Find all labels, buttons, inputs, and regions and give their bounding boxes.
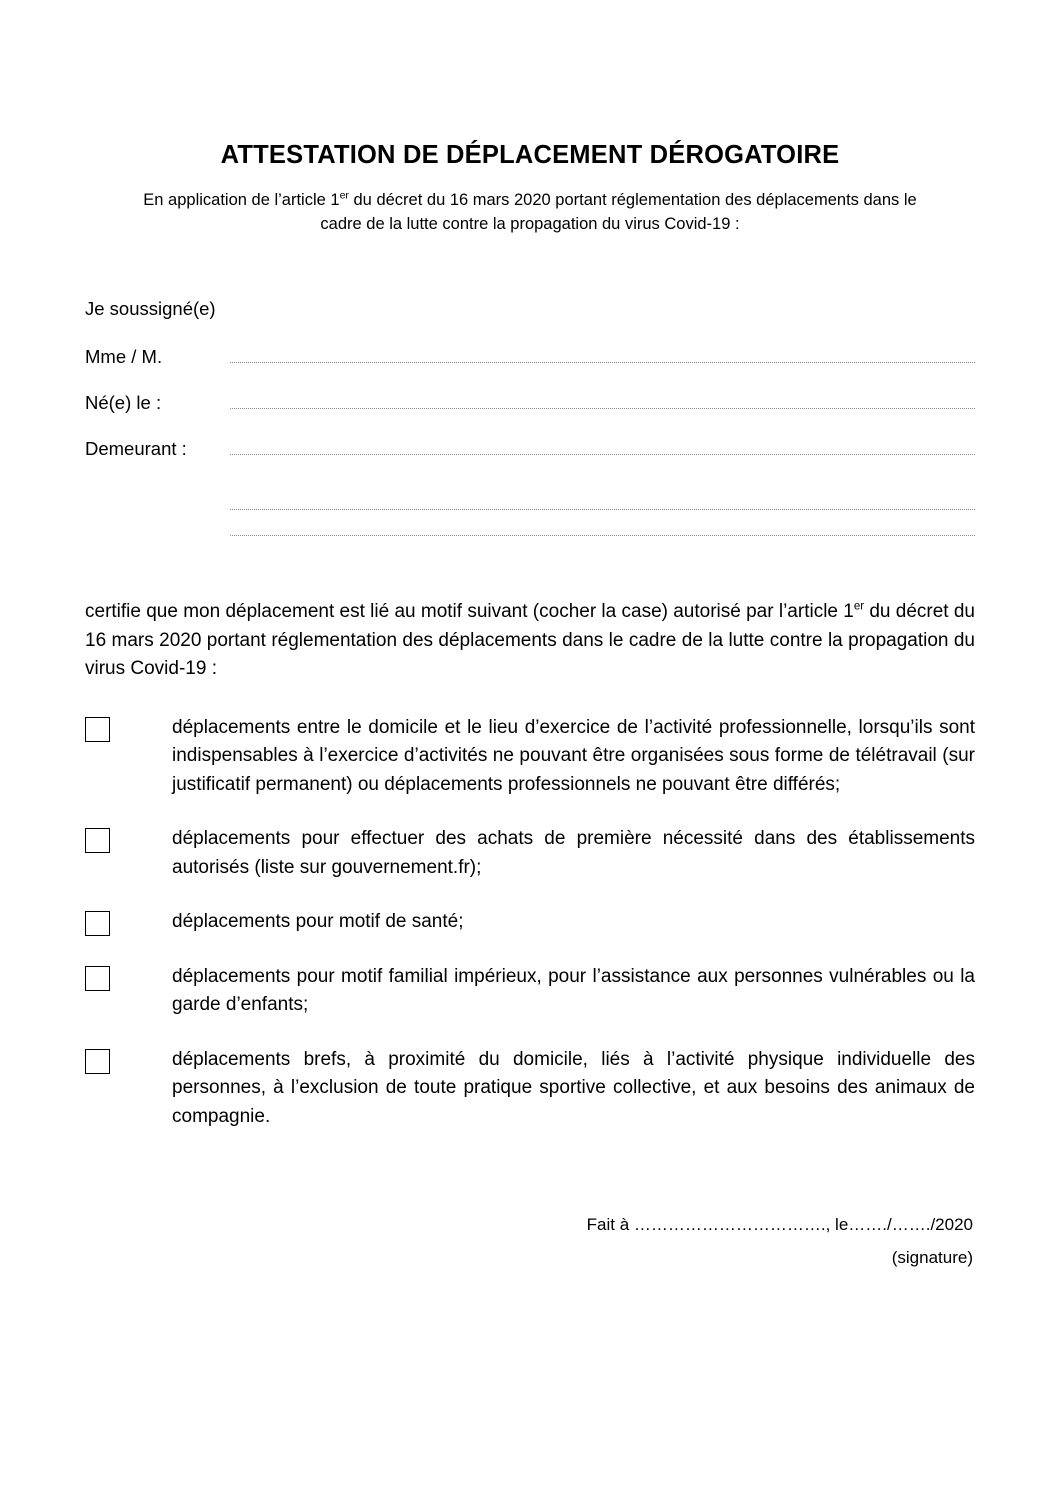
- field-label-name: Mme / M.: [85, 346, 163, 368]
- field-row-address: [85, 438, 975, 460]
- reason-item-4: [85, 963, 975, 1020]
- declarant-section: [85, 298, 975, 536]
- page-title: ATTESTATION DE DÉPLACEMENT DÉROGATOIRE: [220, 141, 840, 169]
- signature-label: (signature): [891, 1247, 973, 1267]
- place-date-line[interactable]: Fait à ……………………………., le……./……./2020: [586, 1215, 973, 1235]
- reason-checkbox-4[interactable]: [85, 966, 110, 991]
- address-extra-row-2: [85, 510, 975, 536]
- reason-item-1: [85, 714, 975, 800]
- certify-superscript: er: [853, 601, 865, 614]
- signature-block: [85, 1209, 975, 1274]
- reason-label-1: déplacements entre le domicile et le lieu d’exercice de l’activité professionnelle, lorsqu’ils sont indispensables à l’exercice d’activités ne pouvant être organisées sous forme de télétravail (sur justificatif permanent) ou déplacements professionnels ne pouvant être différés;: [172, 716, 975, 795]
- certification-paragraph: [85, 598, 975, 684]
- reason-checkbox-1[interactable]: [85, 717, 110, 742]
- reason-label-3: déplacements pour motif de santé;: [172, 911, 464, 933]
- intro-text-part1: En application de l’article 1: [143, 190, 340, 209]
- reason-item-5: [85, 1046, 975, 1132]
- reason-checkbox-3[interactable]: [85, 911, 110, 936]
- field-label-birthdate: Né(e) le :: [85, 392, 162, 414]
- name-input[interactable]: [230, 361, 975, 363]
- birthdate-input[interactable]: [230, 407, 975, 409]
- reason-checkbox-2[interactable]: [85, 828, 110, 853]
- reasons-list: [85, 714, 975, 1132]
- reason-label-2: déplacements pour effectuer des achats de première nécessité dans des établissements autorisés (liste sur gouvernement.fr);: [172, 828, 975, 878]
- intro-text-part2: du décret du 16 mars 2020 portant réglementation des déplacements dans le cadre de la lutte contre la propagation du virus Covid-19 :: [320, 190, 917, 233]
- reason-label-5: déplacements brefs, à proximité du domicile, liés à l’activité physique individuelle des personnes, à l’exclusion de toute pratique sportive collective, et aux besoins des animaux de compagnie.: [172, 1048, 975, 1127]
- reason-item-2: [85, 825, 975, 882]
- address-spacer-2: [85, 510, 230, 536]
- reason-item-3: [85, 908, 975, 937]
- certify-text-part2: du décret du 16 mars 2020 portant réglementation des déplacements dans le cadre de la lutte contre la propagation du virus Covid-19 :: [85, 601, 975, 680]
- address-spacer-1: [85, 484, 230, 510]
- field-row-birthdate: [85, 392, 975, 414]
- document-content: [85, 140, 975, 1274]
- intro-paragraph: [124, 189, 936, 237]
- address-input-line-2[interactable]: [230, 508, 975, 510]
- field-row-name: [85, 346, 975, 368]
- reason-checkbox-5[interactable]: [85, 1049, 110, 1074]
- field-label-address: Demeurant :: [85, 438, 187, 460]
- address-extra-row-1: [85, 484, 975, 510]
- certify-text-part1: certifie que mon déplacement est lié au motif suivant (cocher la case) autorisé par l’article 1: [85, 601, 854, 623]
- address-input-line-3[interactable]: [230, 534, 975, 536]
- intro-superscript: er: [339, 189, 349, 202]
- address-input-line-1[interactable]: [230, 453, 975, 455]
- reason-label-4: déplacements pour motif familial impérieux, pour l’assistance aux personnes vulnérables ou la garde d’enfants;: [172, 965, 975, 1016]
- declaration-intro: Je soussigné(e): [85, 298, 216, 320]
